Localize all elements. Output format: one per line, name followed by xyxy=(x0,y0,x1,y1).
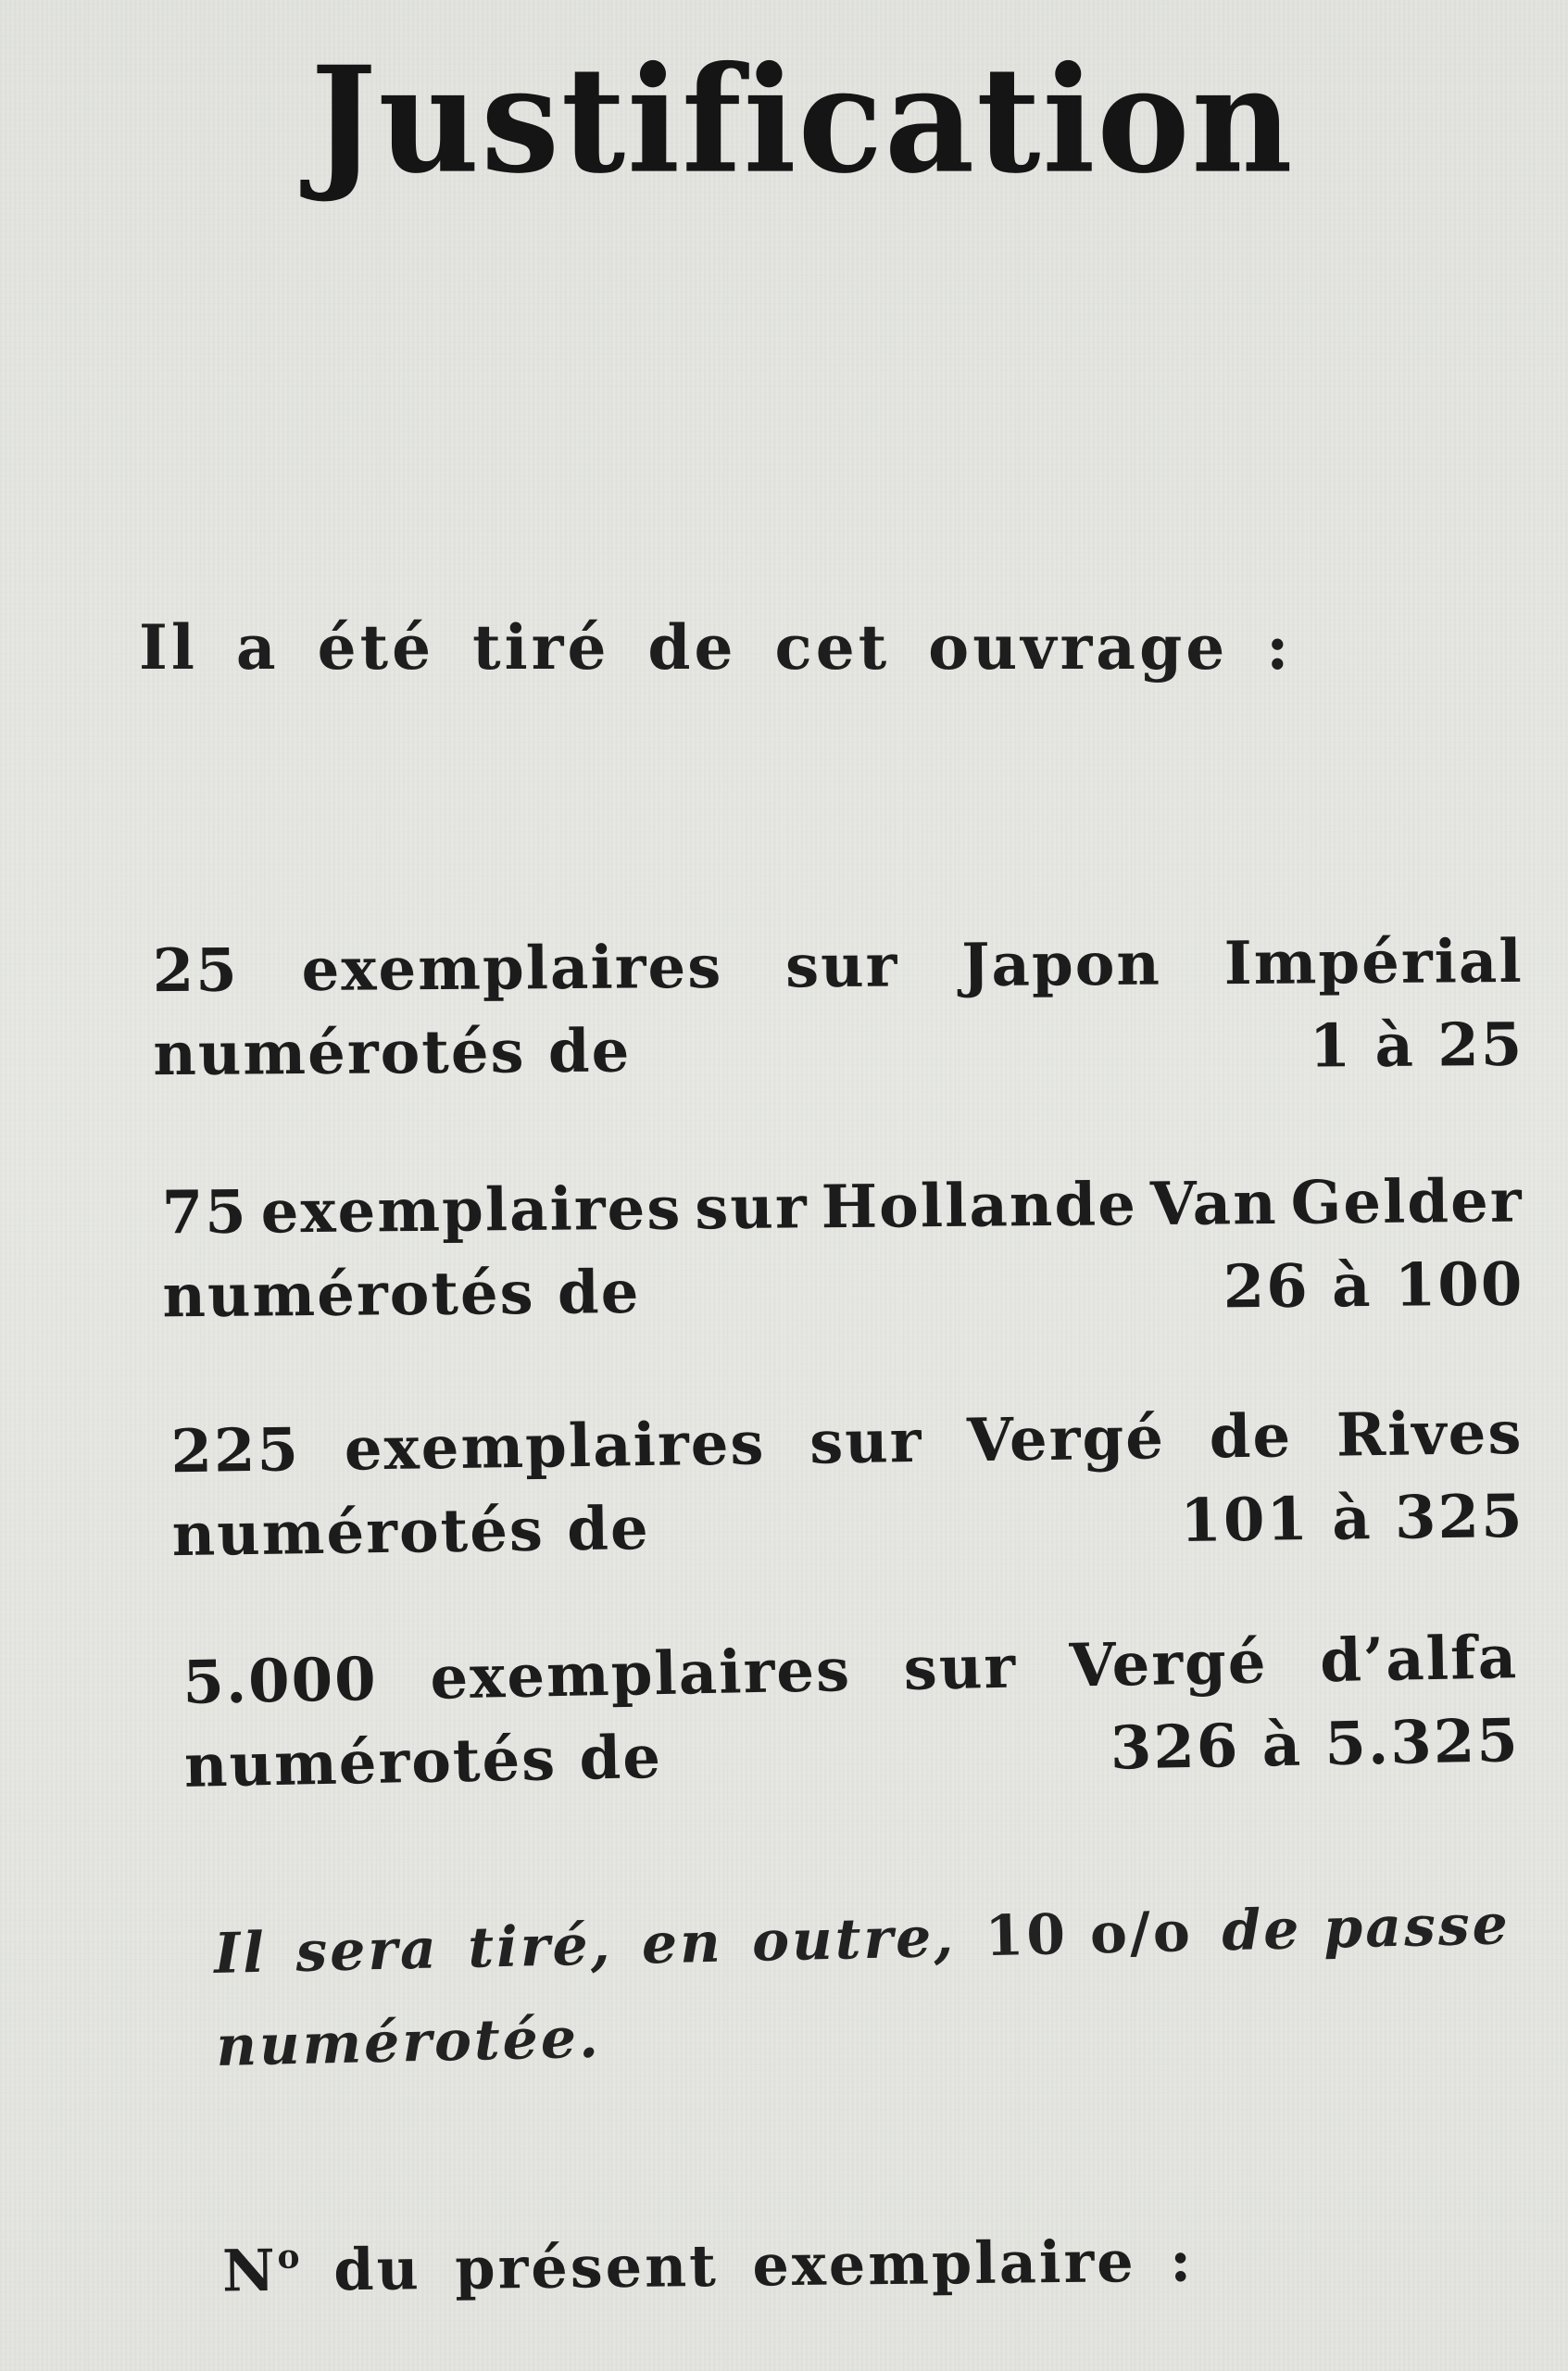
edition-entry-japon xyxy=(152,920,1524,1096)
numero-abbrev-o: o xyxy=(277,2237,300,2277)
entry-word: Gelder xyxy=(1290,1166,1524,1238)
entry-count: 25 xyxy=(152,935,240,1006)
numbering-range: 326 à 5.325 xyxy=(1110,1705,1521,1784)
entry-word: Vergé xyxy=(1069,1626,1269,1700)
numbering-label: numérotés de xyxy=(162,1257,641,1331)
entry-count: 75 xyxy=(161,1177,249,1248)
copy-number-line xyxy=(222,2227,1195,2305)
note-word: sera xyxy=(295,1916,440,1985)
entry-word: sur xyxy=(903,1632,1018,1704)
entry-word: Hollande xyxy=(821,1169,1138,1242)
entry-word: exemplaires xyxy=(429,1635,852,1713)
numbering-range: 1 à 25 xyxy=(1309,1010,1524,1081)
numero-abbrev-n: N xyxy=(221,2236,279,2305)
numbering-range: 26 à 100 xyxy=(1223,1249,1524,1322)
entry-description xyxy=(161,1160,1524,1255)
entry-numbering xyxy=(171,1474,1524,1576)
note-percentage: 10 o/o xyxy=(984,1900,1194,1970)
entry-word: Japon xyxy=(960,929,1162,1000)
edition-entry-alfa xyxy=(182,1615,1520,1808)
entry-word: Impérial xyxy=(1223,926,1524,998)
intro-text: Il a été tiré de cet ouvrage : xyxy=(139,611,1293,684)
entry-word: exemplaires xyxy=(260,1173,683,1247)
entry-word: exemplaires xyxy=(301,932,723,1005)
entry-word: exemplaires xyxy=(344,1408,766,1485)
note-word: outre, xyxy=(751,1904,957,1975)
numbering-label: numérotés de xyxy=(153,1016,632,1089)
edition-entry-hollande xyxy=(161,1160,1524,1338)
note-word: tiré, xyxy=(467,1913,614,1981)
note-word: Il xyxy=(213,1920,268,1987)
entry-word: sur xyxy=(695,1172,809,1243)
entry-count: 225 xyxy=(169,1414,301,1487)
entry-word: Rives xyxy=(1336,1398,1524,1471)
page-title: Justification xyxy=(310,34,1295,207)
note-line-2: numérotée. xyxy=(215,2005,602,2079)
entry-word: Vergé xyxy=(966,1402,1166,1475)
entry-word: Van xyxy=(1149,1168,1278,1239)
note-word: en xyxy=(641,1910,724,1977)
entry-description xyxy=(152,920,1524,1012)
entry-numbering xyxy=(153,1003,1524,1096)
entry-word: sur xyxy=(809,1406,923,1478)
entry-numbering xyxy=(162,1243,1524,1338)
entry-word: de xyxy=(1209,1400,1293,1473)
edition-entry-rives xyxy=(170,1391,1524,1576)
note-word: de passe xyxy=(1221,1892,1512,1964)
copy-number-label: du présent exemplaire : xyxy=(299,2227,1195,2304)
entry-word: sur xyxy=(784,931,899,1001)
numbering-range: 101 à 325 xyxy=(1179,1481,1525,1556)
numbering-label: numérotés de xyxy=(183,1722,663,1801)
numbering-label: numérotés de xyxy=(171,1493,651,1570)
extra-copies-note xyxy=(213,1878,1513,2093)
entry-count: 5.000 xyxy=(182,1644,379,1718)
entry-word: d’alfa xyxy=(1319,1622,1519,1696)
